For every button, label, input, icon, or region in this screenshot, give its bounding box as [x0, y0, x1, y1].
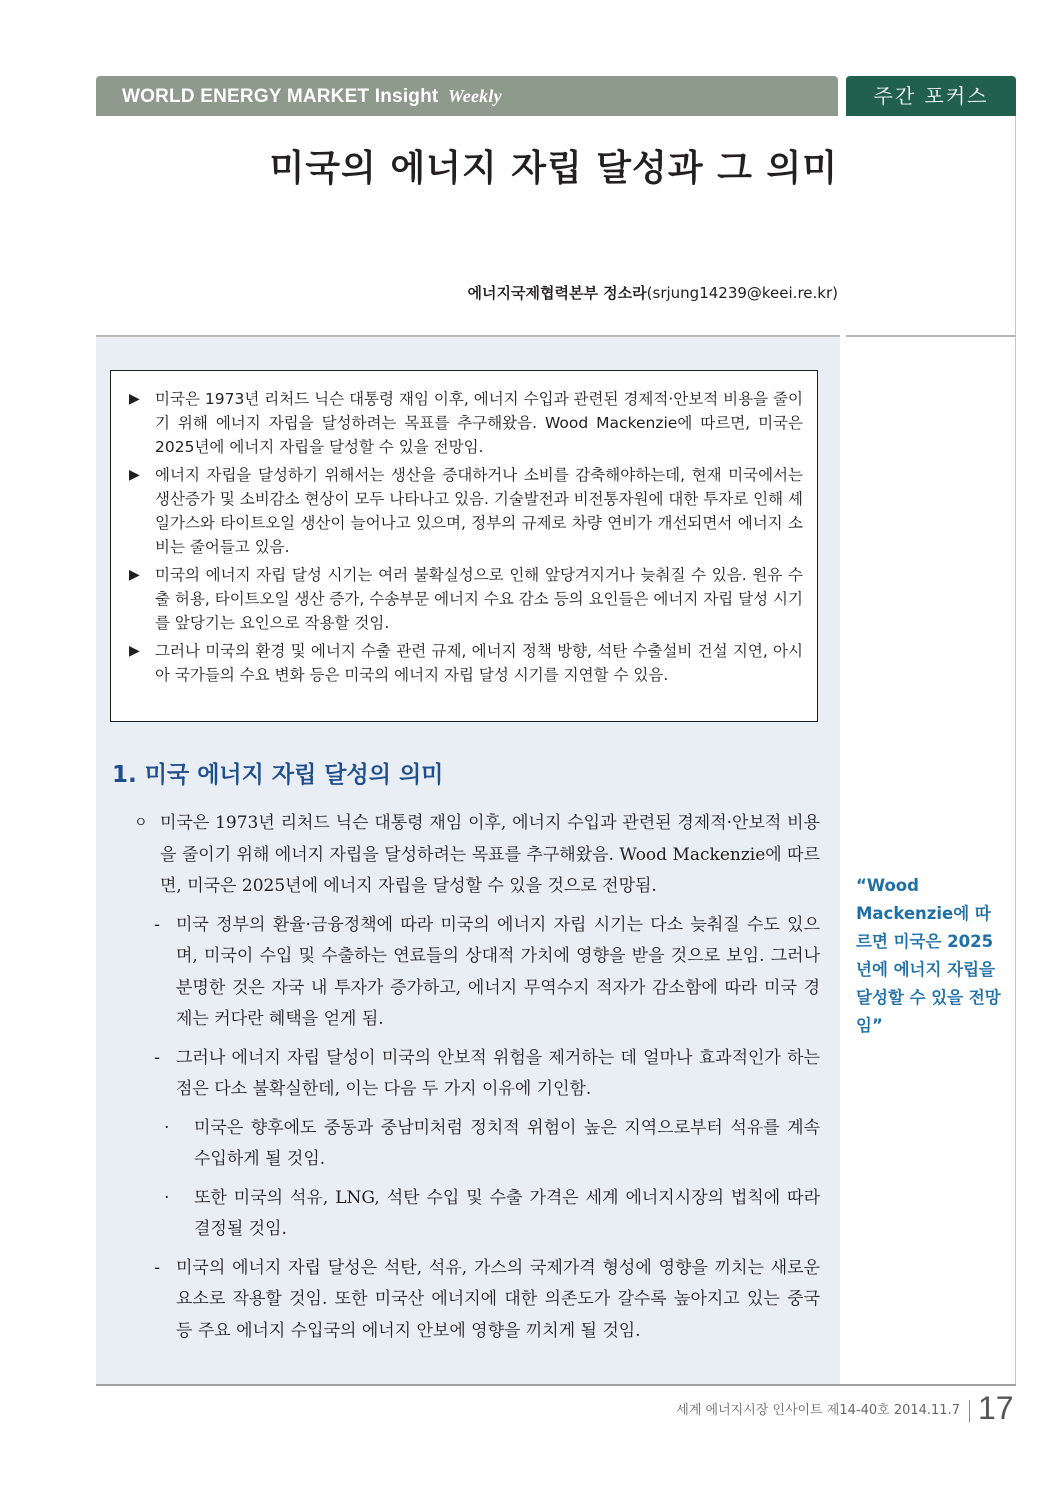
arrow-icon: ▶: [129, 467, 140, 483]
body-paragraph: [110, 808, 820, 903]
dash-bullet-icon: -: [154, 1257, 161, 1278]
body-paragraph: [110, 1113, 820, 1176]
page-number: 17: [978, 1390, 1014, 1426]
summary-text: 미국은 1973년 리처드 닉슨 대통령 재임 이후, 에너지 수입과 관련된 경제적·안보적 비용을 줄이기 위해 에너지 자립을 달성하려는 목표를 추구해왔음. Wood Mackenzie에 따르면, 미국은 2025년에 에너지 자립을 달성할 수 있을 전망임.: [155, 390, 803, 456]
arrow-icon: ▶: [129, 391, 140, 407]
body-text: [110, 808, 820, 1354]
dot-bullet-icon: ·: [164, 1117, 170, 1138]
summary-item: [129, 563, 803, 635]
footer-rule: [96, 1384, 1016, 1386]
summary-item: [129, 639, 803, 687]
publication-title: [122, 76, 502, 116]
paragraph-text: 미국은 1973년 리처드 닉슨 대통령 재임 이후, 에너지 수입과 관련된 경제적·안보적 비용을 줄이기 위해 에너지 자립을 달성하려는 목표를 추구해왔음. Wood Mackenzie에 따르면, 미국은 2025년에 에너지 자립을 달성할 수 있을 것으로 전망됨.: [160, 813, 820, 896]
summary-text: 미국의 에너지 자립 달성 시기는 여러 불확실성으로 인해 앞당겨지거나 늦춰질 수 있음. 원유 수출 허용, 타이트오일 생산 증가, 수송부문 에너지 수요 감소 등의 요인들은 에너지 자립 달성 시기를 앞당기는 요인으로 작용할 것임.: [155, 566, 803, 632]
author-email: (srjung14239@keei.re.kr): [646, 284, 838, 302]
body-paragraph: [110, 1253, 820, 1348]
publication-title-text: WORLD ENERGY MARKET Insight: [122, 86, 439, 107]
paragraph-text: 미국 정부의 환율·금융정책에 따라 미국의 에너지 자립 시기는 다소 늦춰질 수도 있으며, 미국이 수입 및 수출하는 연료들의 상대적 가치에 영향을 받을 것으로 보임. 그러나 분명한 것은 자국 내 투자가 증가하고, 에너지 무역수지 적자가 감소함에 따라 미국 경제는 커다란 혜택을 얻게 됨.: [176, 914, 820, 1029]
divider: [846, 335, 1016, 337]
paragraph-text: 미국은 향후에도 중동과 중남미처럼 정치적 위험이 높은 지역으로부터 석유를 계속 수입하게 될 것임.: [194, 1117, 820, 1169]
arrow-icon: ▶: [129, 567, 140, 583]
section-heading: 1. 미국 에너지 자립 달성의 의미: [112, 762, 444, 788]
footer-separator: [969, 1400, 970, 1422]
paragraph-text: 그러나 에너지 자립 달성이 미국의 안보적 위험을 제거하는 데 얼마나 효과적인가 하는 점은 다소 불확실한데, 이는 다음 두 가지 이유에 기인함.: [176, 1047, 820, 1099]
summary-box: [110, 370, 818, 722]
header-bar: [96, 76, 838, 116]
summary-item: [129, 387, 803, 459]
section-tag: 주간 포커스: [846, 76, 1016, 116]
summary-text: 에너지 자립을 달성하기 위해서는 생산을 증대하거나 소비를 감축해야하는데, 현재 미국에서는 생산증가 및 소비감소 현상이 모두 나타나고 있음. 기술발전과 비전통자원에 대한 투자로 인해 셰일가스와 타이트오일 생산이 늘어나고 있으며, 정부의 규제로 차량 연비가 개선되면서 에너지 소비는 줄어들고 있음.: [155, 466, 804, 556]
margin-rule: [1015, 116, 1016, 1386]
paragraph-text: 미국의 에너지 자립 달성은 석탄, 석유, 가스의 국제가격 형성에 영향을 끼치는 새로운 요소로 작용할 것임. 또한 미국산 에너지에 대한 의존도가 갈수록 높아지고 있는 중국 등 주요 에너지 수입국의 에너지 안보에 영향을 끼치게 될 것임.: [176, 1257, 820, 1341]
author-line: [96, 282, 838, 303]
footer-publication: 세계 에너지시장 인사이트 제14-40호 2014.11.7: [676, 1403, 960, 1418]
summary-text: 그러나 미국의 환경 및 에너지 수출 관련 규제, 에너지 정책 방향, 석탄 수출설비 건설 지연, 아시아 국가들의 수요 변화 등은 미국의 에너지 자립 달성 시기를 지연할 수 있음.: [155, 642, 803, 684]
dot-bullet-icon: ·: [164, 1187, 170, 1208]
body-paragraph: [110, 1183, 820, 1246]
arrow-icon: ▶: [129, 643, 140, 659]
summary-item: [129, 463, 803, 559]
dash-bullet-icon: -: [154, 914, 161, 935]
dash-bullet-icon: -: [154, 1047, 161, 1068]
author-name: 에너지국제협력본부 정소라: [467, 284, 647, 302]
article-title: 미국의 에너지 자립 달성과 그 의미: [269, 148, 838, 189]
paragraph-text: 또한 미국의 석유, LNG, 석탄 수입 및 수출 가격은 세계 에너지시장의 법칙에 따라 결정될 것임.: [194, 1187, 820, 1239]
body-paragraph: [110, 1043, 820, 1106]
pull-quote: “Wood Mackenzie에 따르면 미국은 2025년에 에너지 자립을 달성할 수 있을 전망임”: [856, 876, 1001, 1035]
body-paragraph: [110, 910, 820, 1036]
circle-bullet-icon: ㅇ: [134, 815, 148, 831]
publication-weekly: Weekly: [447, 86, 502, 106]
